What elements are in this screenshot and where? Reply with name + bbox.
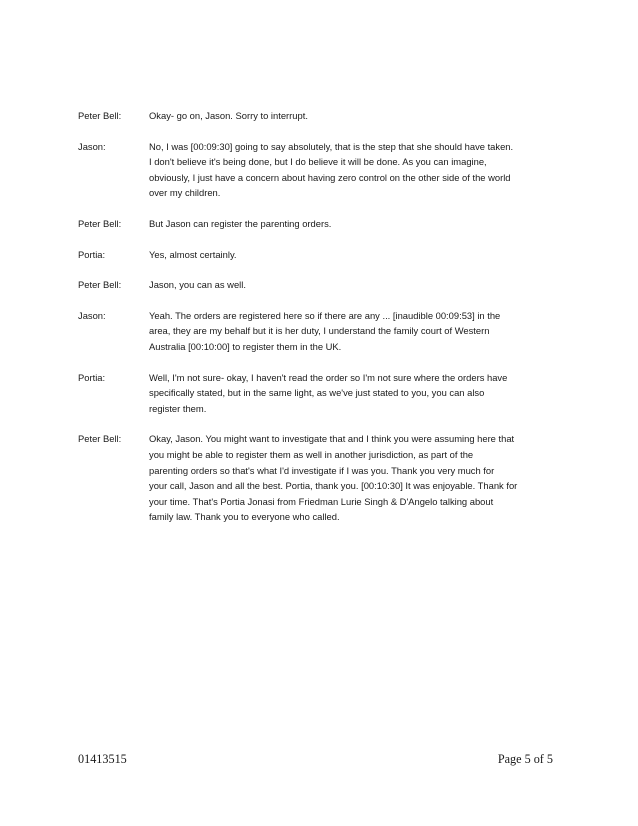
transcript-entry [78, 431, 568, 525]
transcript-entry [78, 247, 568, 263]
transcript-entry [78, 108, 568, 124]
speech-line: parenting orders so that's what I'd investigate if I was you. Thank you very much for [149, 464, 495, 476]
speech-line: obviously, I just have a concern about having zero control on the other side of the world [149, 171, 511, 183]
speech-line: Okay, Jason. You might want to investigate that and I think you were assuming here that [149, 433, 515, 445]
transcript [78, 108, 568, 540]
speech-line: you might be able to register them as well in another jurisdiction, as part of the [149, 448, 474, 460]
speaker-name: Portia: [78, 371, 106, 383]
page-number: Page 5 of 5 [497, 752, 553, 766]
speech-line: Yes, almost certainly. [149, 248, 237, 260]
speech-line: your time. That's Portia Jonasi from Friedman Lurie Singh & D'Angelo talking about [149, 495, 494, 507]
speech-line: specifically stated, but in the same light, as we've just stated to you, you can also [149, 387, 485, 399]
speech-line: over my children. [149, 187, 221, 199]
speaker-name: Jason: [78, 140, 106, 152]
speech-line: family law. Thank you to everyone who called. [149, 511, 340, 523]
transcript-entry [78, 370, 568, 417]
speech-text [149, 108, 568, 124]
speech-text [149, 431, 568, 525]
speech-line: your call, Jason and all the best. Portia, thank you. [00:10:30] It was enjoyable. Thank for [149, 480, 518, 492]
speech-text [149, 277, 568, 293]
transcript-entry [78, 277, 568, 293]
speech-text [149, 247, 568, 263]
speech-text [149, 370, 568, 417]
speech-text [149, 308, 568, 355]
speech-line: I don't believe it's being done, but I do believe it will be done. As you can imagine, [149, 156, 487, 168]
speech-line: No, I was [00:09:30] going to say absolutely, that is the step that she should have taken. [149, 140, 514, 152]
speech-line: But Jason can register the parenting orders. [149, 217, 332, 229]
page-footer [78, 752, 553, 767]
speech-line: area, they are my behalf but it is her duty, I understand the family court of Western [149, 325, 490, 337]
speech-line: Australia [00:10:00] to register them in the UK. [149, 340, 342, 352]
speech-line: register them. [149, 402, 207, 414]
speaker-name: Peter Bell: [78, 279, 122, 291]
speaker-name: Peter Bell: [78, 433, 122, 445]
document-id: 01413515 [78, 752, 127, 766]
speaker-name: Peter Bell: [78, 217, 122, 229]
speaker-name: Jason: [78, 309, 106, 321]
speech-line: Well, I'm not sure- okay, I haven't read the order so I'm not sure where the orders have [149, 371, 508, 383]
speech-line: Yeah. The orders are registered here so if there are any ... [inaudible 00:09:53] in the [149, 309, 501, 321]
speaker-name: Peter Bell: [78, 110, 122, 121]
speech-text [149, 139, 568, 201]
transcript-entry [78, 308, 568, 355]
speech-line: Jason, you can as well. [149, 279, 246, 291]
speech-line: Okay- go on, Jason. Sorry to interrupt. [149, 110, 308, 121]
speech-text [149, 216, 568, 232]
transcript-entry [78, 139, 568, 201]
transcript-entry [78, 216, 568, 232]
speaker-name: Portia: [78, 248, 106, 260]
